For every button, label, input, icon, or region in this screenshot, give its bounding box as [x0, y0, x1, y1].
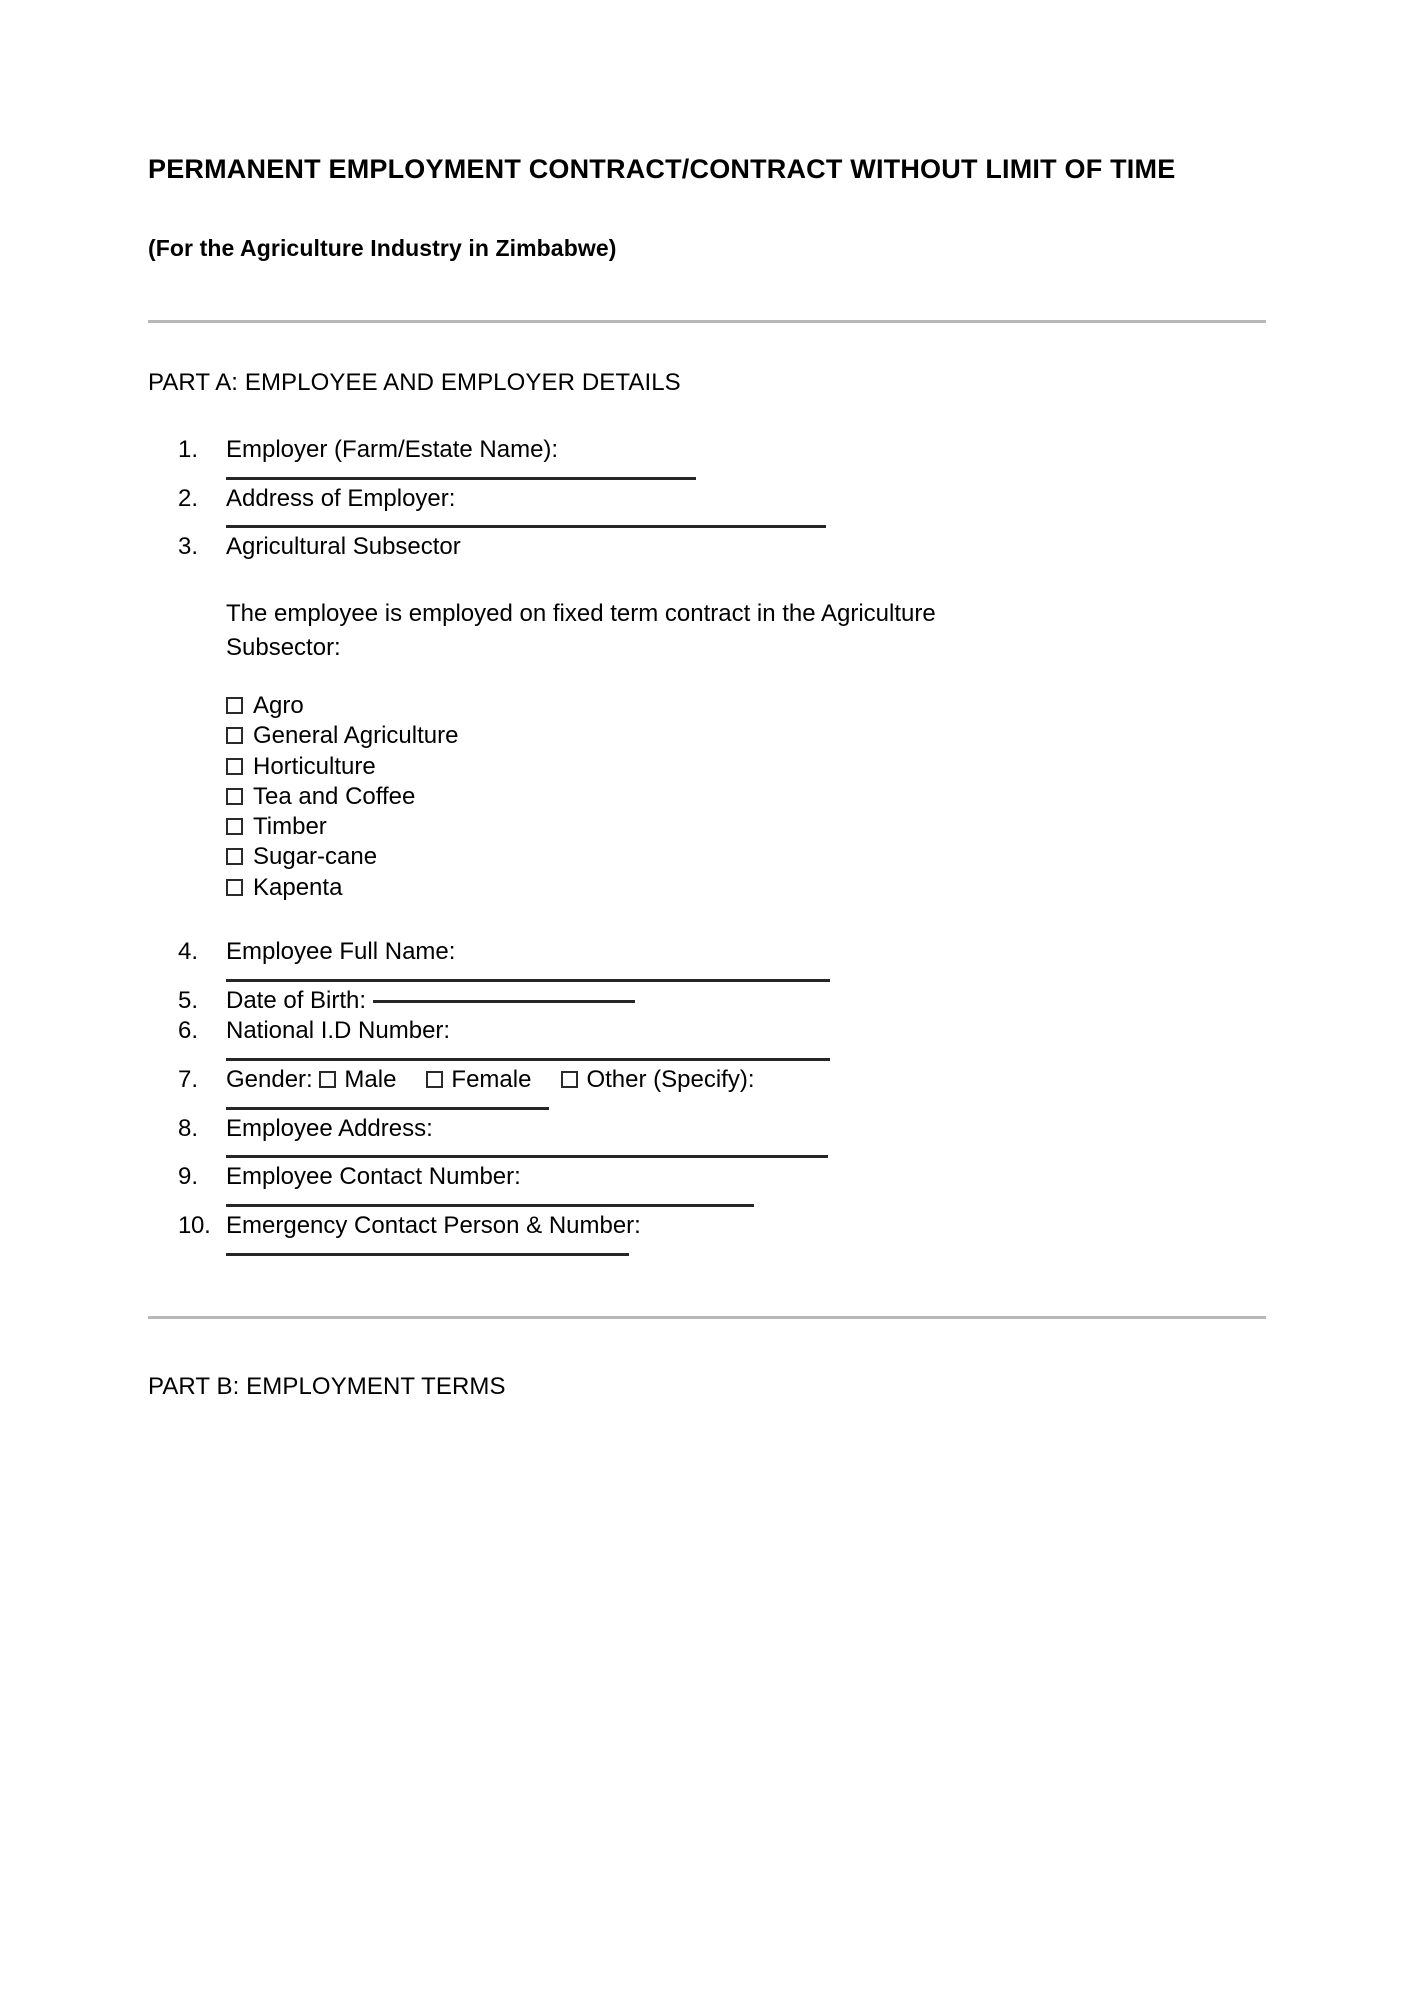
date-of-birth-input-line[interactable]	[373, 1000, 635, 1003]
part-b-heading: PART B: EMPLOYMENT TERMS	[148, 1372, 506, 1400]
item-number: 6.	[178, 1017, 199, 1045]
divider-bottom-wrap	[148, 1260, 1266, 1319]
checkbox-icon[interactable]	[226, 818, 243, 835]
fill-line-row-gender-other	[148, 1096, 1266, 1114]
checkbox-icon[interactable]	[226, 758, 243, 775]
fill-line-row-employee-full-name	[148, 968, 1266, 986]
gender-option-label: Male	[344, 1066, 397, 1094]
checkbox-icon[interactable]	[226, 788, 243, 805]
item-label: Gender:	[226, 1066, 313, 1094]
item-label: Date of Birth:	[226, 986, 367, 1014]
subsector-option-label: Kapenta	[253, 873, 343, 901]
list-item-national-id-number	[148, 1016, 1266, 1047]
item-label: Emergency Contact Person & Number:	[226, 1212, 641, 1240]
checkbox-icon[interactable]	[226, 848, 243, 865]
item-number: 8.	[178, 1114, 199, 1142]
employer-address-input-line[interactable]	[226, 525, 826, 528]
gender-option-female[interactable]	[426, 1065, 531, 1096]
item-number: 3.	[178, 533, 199, 561]
gender-option-label: Female	[451, 1066, 532, 1094]
checkbox-icon[interactable]	[226, 727, 243, 744]
fill-line-row-employer-address	[148, 514, 1266, 532]
gender-other-input-line[interactable]	[226, 1107, 549, 1110]
page-subtitle: (For the Agriculture Industry in Zimbabwe)	[148, 235, 617, 262]
item-label: Employer (Farm/Estate Name):	[226, 435, 559, 463]
item-label: Agricultural Subsector	[226, 533, 461, 561]
subsector-option-timber[interactable]	[226, 812, 1266, 842]
subsector-checkbox-list	[148, 665, 1266, 903]
spacer	[148, 903, 1266, 937]
subsector-option-label: Horticulture	[253, 752, 376, 780]
item-number: 10.	[178, 1212, 211, 1240]
subsector-option-general-agriculture[interactable]	[226, 721, 1266, 751]
subsector-option-agro[interactable]	[226, 691, 1266, 721]
list-item-employer-address	[148, 484, 1266, 515]
subsector-option-label: Tea and Coffee	[253, 782, 416, 810]
checkbox-icon[interactable]	[319, 1071, 336, 1088]
national-id-number-input-line[interactable]	[226, 1058, 830, 1061]
emergency-contact-input-line[interactable]	[226, 1253, 629, 1256]
item-number: 1.	[178, 435, 199, 463]
gender-option-other[interactable]	[561, 1065, 754, 1096]
employer-name-input-line[interactable]	[226, 477, 696, 480]
divider-top-wrap	[148, 265, 1266, 323]
fill-line-row-national-id-number	[148, 1047, 1266, 1065]
part-a-heading: PART A: EMPLOYEE AND EMPLOYER DETAILS	[148, 368, 681, 396]
gender-option-label: Other (Specify):	[586, 1066, 755, 1094]
subsector-option-label: Agro	[253, 692, 304, 720]
part-b-heading-wrap	[148, 1319, 1266, 1403]
item-number: 9.	[178, 1163, 199, 1191]
subsector-option-label: General Agriculture	[253, 722, 459, 750]
checkbox-icon[interactable]	[561, 1071, 578, 1088]
list-item-emergency-contact	[148, 1211, 1266, 1242]
gender-row	[226, 1065, 1266, 1096]
list-item-employee-address	[148, 1114, 1266, 1145]
part-a-item-list	[148, 399, 1266, 1260]
list-item-gender	[148, 1065, 1266, 1096]
item-label-row	[226, 986, 1266, 1017]
subsector-option-tea-and-coffee[interactable]	[226, 782, 1266, 812]
fill-line-row-employee-contact-number	[148, 1193, 1266, 1211]
item-label: Address of Employer:	[226, 484, 456, 512]
part-a-heading-wrap	[148, 323, 1266, 399]
subsector-option-label: Sugar-cane	[253, 843, 378, 871]
list-item-employer-name	[148, 435, 1266, 466]
employee-address-input-line[interactable]	[226, 1155, 828, 1158]
item-number: 4.	[178, 937, 199, 965]
item-number: 2.	[178, 484, 199, 512]
item-label: National I.D Number:	[226, 1017, 451, 1045]
item-label: Employee Full Name:	[226, 937, 456, 965]
list-item-date-of-birth	[148, 986, 1266, 1017]
list-item-employee-contact-number	[148, 1162, 1266, 1193]
subsector-option-horticulture[interactable]	[226, 752, 1266, 782]
fill-line-row-employee-address	[148, 1144, 1266, 1162]
subsector-option-sugar-cane[interactable]	[226, 842, 1266, 872]
fill-line-row-employer-name	[148, 466, 1266, 484]
list-item-agricultural-subsector	[148, 532, 1266, 563]
item-number: 7.	[178, 1066, 199, 1094]
employee-full-name-input-line[interactable]	[226, 979, 830, 982]
item-label: Employee Contact Number:	[226, 1163, 521, 1191]
list-item-employee-full-name	[148, 937, 1266, 968]
gender-option-male[interactable]	[319, 1065, 396, 1096]
subsector-option-kapenta[interactable]	[226, 873, 1266, 903]
checkbox-icon[interactable]	[426, 1071, 443, 1088]
checkbox-icon[interactable]	[226, 879, 243, 896]
item-label: Employee Address:	[226, 1114, 433, 1142]
subsector-option-label: Timber	[253, 813, 327, 841]
page-title: PERMANENT EMPLOYMENT CONTRACT/CONTRACT WITHOUT LIMIT OF TIME	[148, 154, 1176, 184]
employee-contact-number-input-line[interactable]	[226, 1204, 754, 1207]
subsector-intro-text: The employee is employed on fixed term contract in the Agriculture Subsector:	[226, 600, 936, 662]
checkbox-icon[interactable]	[226, 697, 243, 714]
item-number: 5.	[178, 986, 199, 1014]
fill-line-row-emergency-contact	[148, 1242, 1266, 1260]
